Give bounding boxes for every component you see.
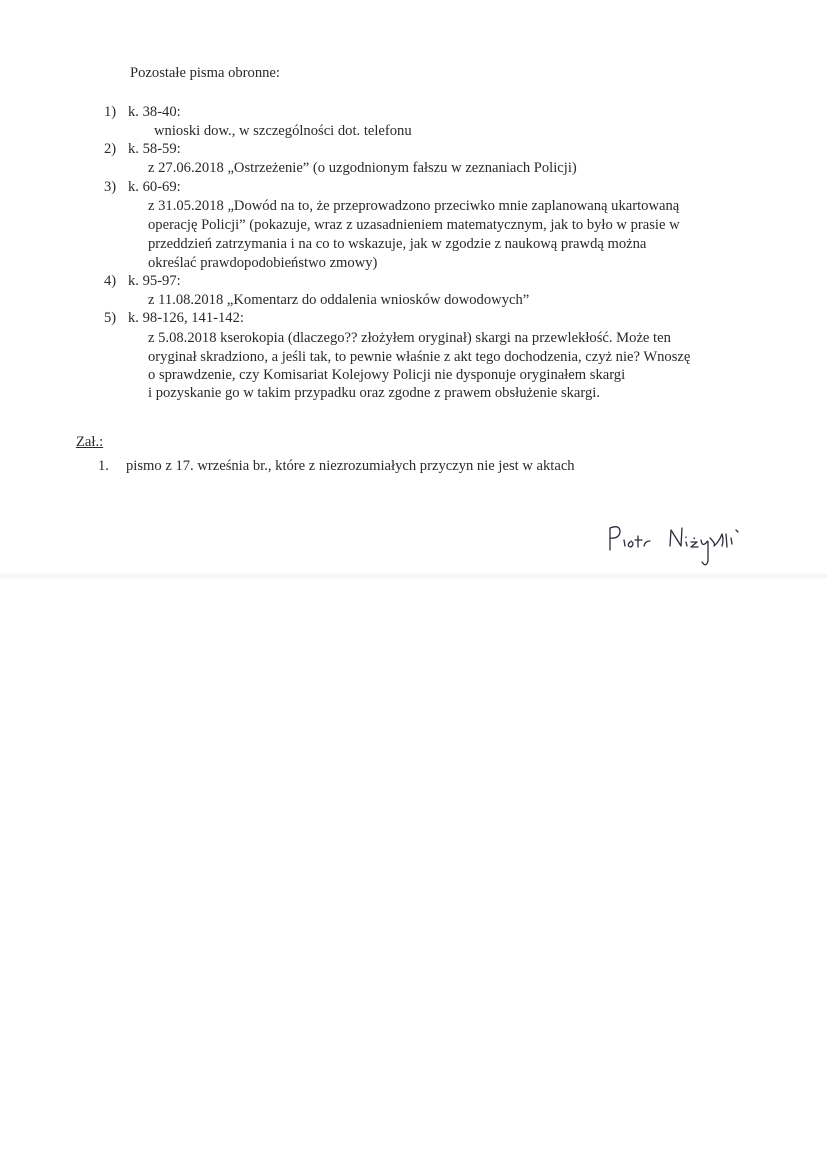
- item-description-line: operację Policji” (pokazuje, wraz z uzasadnieniem matematycznym, jak to było w prasie w: [148, 217, 680, 233]
- item-description-line: oryginał skradziono, a jeśli tak, to pewnie właśnie z akt tego dochodzenia, czyż nie? Wnoszę: [148, 349, 691, 365]
- item-number: 3): [104, 179, 117, 195]
- item-description-line: o sprawdzenie, czy Komisariat Kolejowy Policji nie dysponuje oryginałem skargi: [148, 367, 626, 383]
- item-number: 5): [104, 310, 117, 326]
- section-heading: Pozostałe pisma obronne:: [130, 65, 280, 81]
- item-number: 2): [104, 141, 117, 157]
- item-description-line: z 5.08.2018 kserokopia (dlaczego?? złożyłem oryginał) skargi na przewlekłość. Może ten: [148, 330, 671, 346]
- item-description-line: i pozyskanie go w takim przypadku oraz zgodne z prawem obsłużenie skargi.: [148, 385, 600, 401]
- attachment-text: pismo z 17. września br., które z niezrozumiałych przyczyn nie jest w aktach: [126, 458, 575, 474]
- item-reference: k. 95-97:: [128, 273, 181, 289]
- item-number: 4): [104, 273, 117, 289]
- item-number: 1): [104, 104, 117, 120]
- attachment-number: 1.: [98, 458, 109, 474]
- item-description-line: przeddzień zatrzymania i na co to wskazuje, jak w zgodzie z naukową prawdą można: [148, 236, 647, 252]
- item-reference: k. 60-69:: [128, 179, 181, 195]
- attachments-title: Zał.:: [76, 434, 104, 450]
- item-description-line: wnioski dow., w szczególności dot. telefonu: [154, 123, 412, 139]
- item-description-line: z 11.08.2018 „Komentarz do oddalenia wniosków dowodowych”: [148, 292, 530, 308]
- item-reference: k. 58-59:: [128, 141, 181, 157]
- item-reference: k. 38-40:: [128, 104, 181, 120]
- item-description-line: z 31.05.2018 „Dowód na to, że przeprowadzono przeciwko mnie zaplanowaną ukartowaną: [148, 198, 680, 214]
- item-description-line: z 27.06.2018 „Ostrzeżenie” (o uzgodnionym fałszu w zeznaniach Policji): [148, 160, 577, 176]
- item-reference: k. 98-126, 141-142:: [128, 310, 244, 326]
- item-description-line: określać prawdopodobieństwo zmowy): [148, 255, 378, 271]
- handwritten-signature: [598, 516, 758, 576]
